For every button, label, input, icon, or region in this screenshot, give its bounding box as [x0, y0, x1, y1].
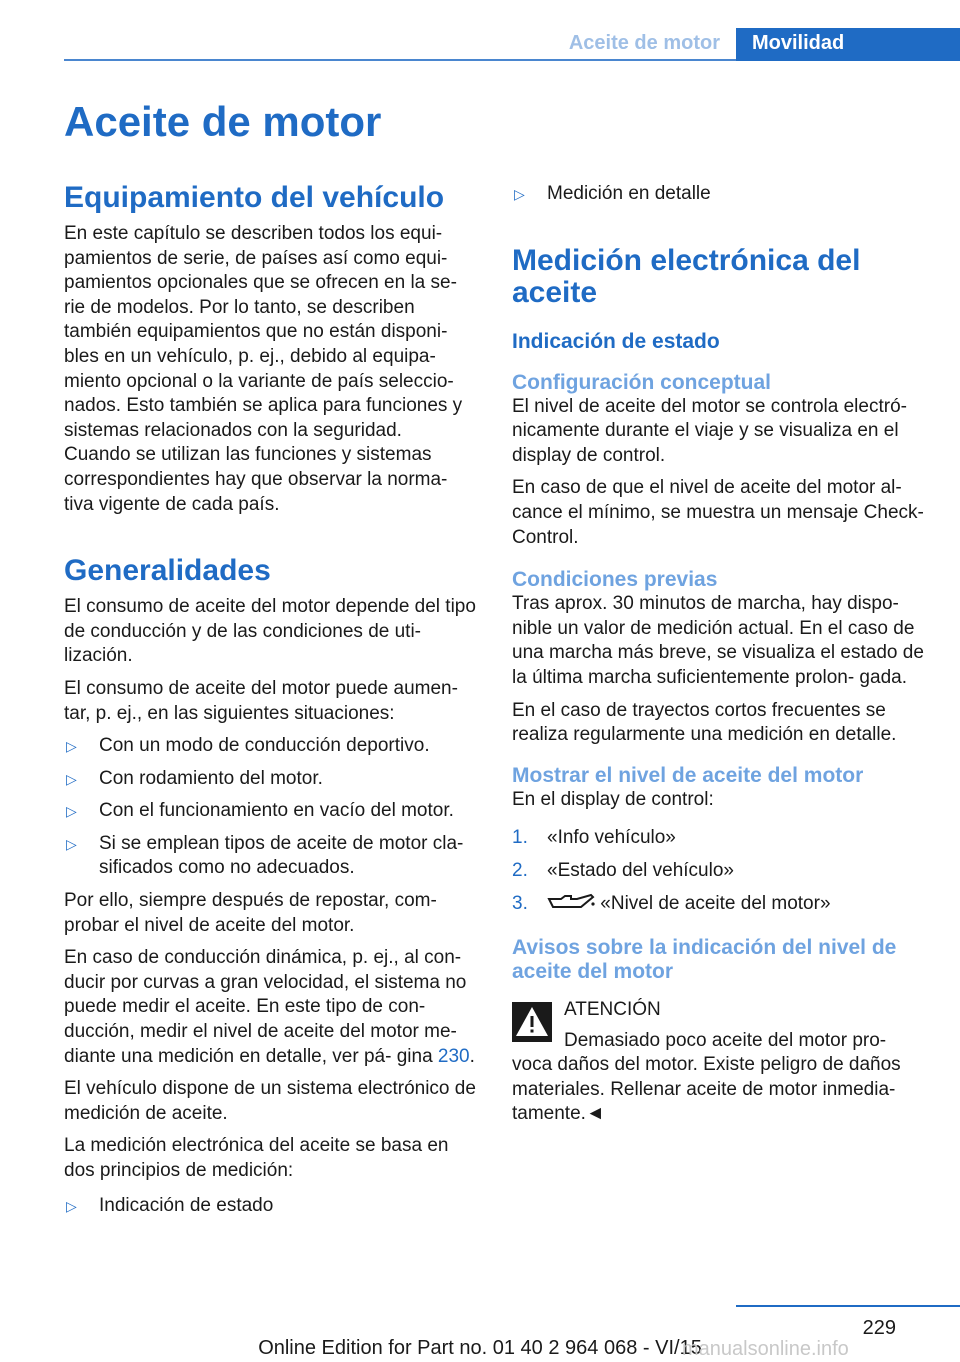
paragraph: En el display de control:	[512, 788, 714, 810]
page-title: Aceite de motor	[64, 98, 382, 145]
triangle-bullet-icon: ▷	[66, 803, 77, 820]
warning-box	[512, 998, 928, 1023]
right-column	[512, 182, 928, 1127]
list-item: ▷ Con el funcionamiento en vacío del motor.	[64, 799, 480, 824]
heading-generalidades: Generalidades	[64, 554, 271, 588]
paragraph: El consumo de aceite del motor depende del tipo de conducción y de las condiciones de uti‐ lización.	[64, 596, 476, 667]
list-item: ▷ Medición en detalle	[512, 182, 928, 207]
header-section-label: Aceite de motor	[568, 32, 720, 54]
oil-can-icon	[547, 893, 595, 913]
principles-list	[64, 1194, 480, 1219]
paragraph: Cuando se utilizan las funciones y sistemas correspondientes hay que observar la norma‐ tiva vigente de cada país.	[64, 444, 448, 515]
heading-avisos: Avisos sobre la indicación del nivel de aceite del motor	[512, 936, 897, 984]
list-item: 2. «Estado del vehículo»	[512, 859, 734, 881]
left-column	[64, 182, 480, 1218]
header-rule	[64, 59, 736, 61]
paragraph: En caso de que el nivel de aceite del motor al‐ cance el mínimo, se muestra un mensaje Check-Control.	[512, 477, 924, 548]
paragraph: En caso de conducción dinámica, p. ej., al con‐ ducir por curvas a gran velocidad, el sistema no puede medir el aceite. En este tipo de con‐ ducción, medir el nivel de aceite del motor me‐ diante una medición en detalle, ver pá‐ gina 230.	[64, 947, 475, 1067]
page-number: 229	[862, 1317, 896, 1339]
heading-condiciones: Condiciones previas	[512, 568, 718, 592]
situations-list	[64, 734, 480, 881]
paragraph: El nivel de aceite del motor se controla electró‐ nicamente durante el viaje y se visualiza en el display de control.	[512, 395, 907, 466]
footer-rule	[736, 1305, 960, 1307]
paragraph: En el caso de trayectos cortos frecuentes se realiza regularmente una medición en detalle.	[512, 699, 897, 746]
heading-medicion: Medición electrónica del aceite	[512, 243, 861, 309]
warning-text: Demasiado poco aceite del motor pro‐ voca daños del motor. Existe peligro de daños materiales. Rellenar aceite de motor inmedia‐ tamente.◄	[512, 1029, 901, 1125]
heading-mostrar: Mostrar el nivel de aceite del motor	[512, 763, 864, 787]
edition-note: Online Edition for Part no. 01 40 2 964 068 - VI/15	[258, 1337, 702, 1359]
triangle-bullet-icon: ▷	[66, 770, 77, 787]
list-item: 1. «Info vehículo»	[512, 827, 676, 849]
paragraph: En este capítulo se describen todos los equi‐ pamientos de serie, de países así como equi‐ pamientos opcionales que se ofrecen en la se‐ rie de modelos. Por lo tanto, se describen también equipamientos que no están disponi‐ bles en un vehículo, p. ej., debido al equipa‐ miento opcional o la variante de país seleccio‐ nados. Esto también se aplica para funciones y sistemas relacionados con la seguridad.	[64, 223, 463, 441]
list-item: ▷ Si se emplean tipos de aceite de motor cla‐ sificados como no adecuados.	[66, 832, 464, 879]
paragraph: Tras aprox. 30 minutos de marcha, hay dispo‐ nible un valor de medición actual. En el caso de una marcha más breve, se visualiza el estado de la última marcha suficientemente prolon‐ gada.	[512, 593, 924, 688]
triangle-bullet-icon: ▷	[66, 738, 77, 755]
paragraph: Por ello, siempre después de repostar, com‐ probar el nivel de aceite del motor.	[64, 890, 437, 936]
heading-equipamiento: Equipamiento del vehículo	[64, 181, 445, 214]
paragraph: El vehículo dispone de un sistema electrónico de medición de aceite.	[64, 1078, 476, 1124]
header-chapter-tab: Movilidad	[736, 28, 960, 61]
triangle-bullet-icon: ▷	[514, 186, 525, 202]
steps-list	[512, 826, 928, 916]
list-item: ▷ Indicación de estado	[64, 1194, 480, 1219]
triangle-bullet-icon: ▷	[66, 835, 77, 852]
heading-configuracion: Configuración conceptual	[512, 370, 772, 394]
list-item: ▷ Con un modo de conducción deportivo.	[64, 734, 480, 759]
heading-indicacion: Indicación de estado	[512, 329, 720, 353]
watermark: manualsonline.info	[682, 1338, 849, 1360]
principles-list-continued	[512, 182, 928, 207]
warning-triangle-icon	[512, 1002, 552, 1042]
warning-label: ATENCIÓN	[564, 999, 661, 1021]
list-item: 3. «Nivel de aceite del motor»	[512, 892, 831, 914]
paragraph: El consumo de aceite del motor puede aumen‐ tar, p. ej., en las siguientes situaciones:	[64, 677, 458, 724]
paragraph: La medición electrónica del aceite se basa en dos principios de medición:	[64, 1135, 449, 1181]
triangle-bullet-icon: ▷	[66, 1197, 77, 1214]
list-item: ▷ Con rodamiento del motor.	[64, 767, 480, 792]
page-link[interactable]: 230	[437, 1045, 470, 1067]
